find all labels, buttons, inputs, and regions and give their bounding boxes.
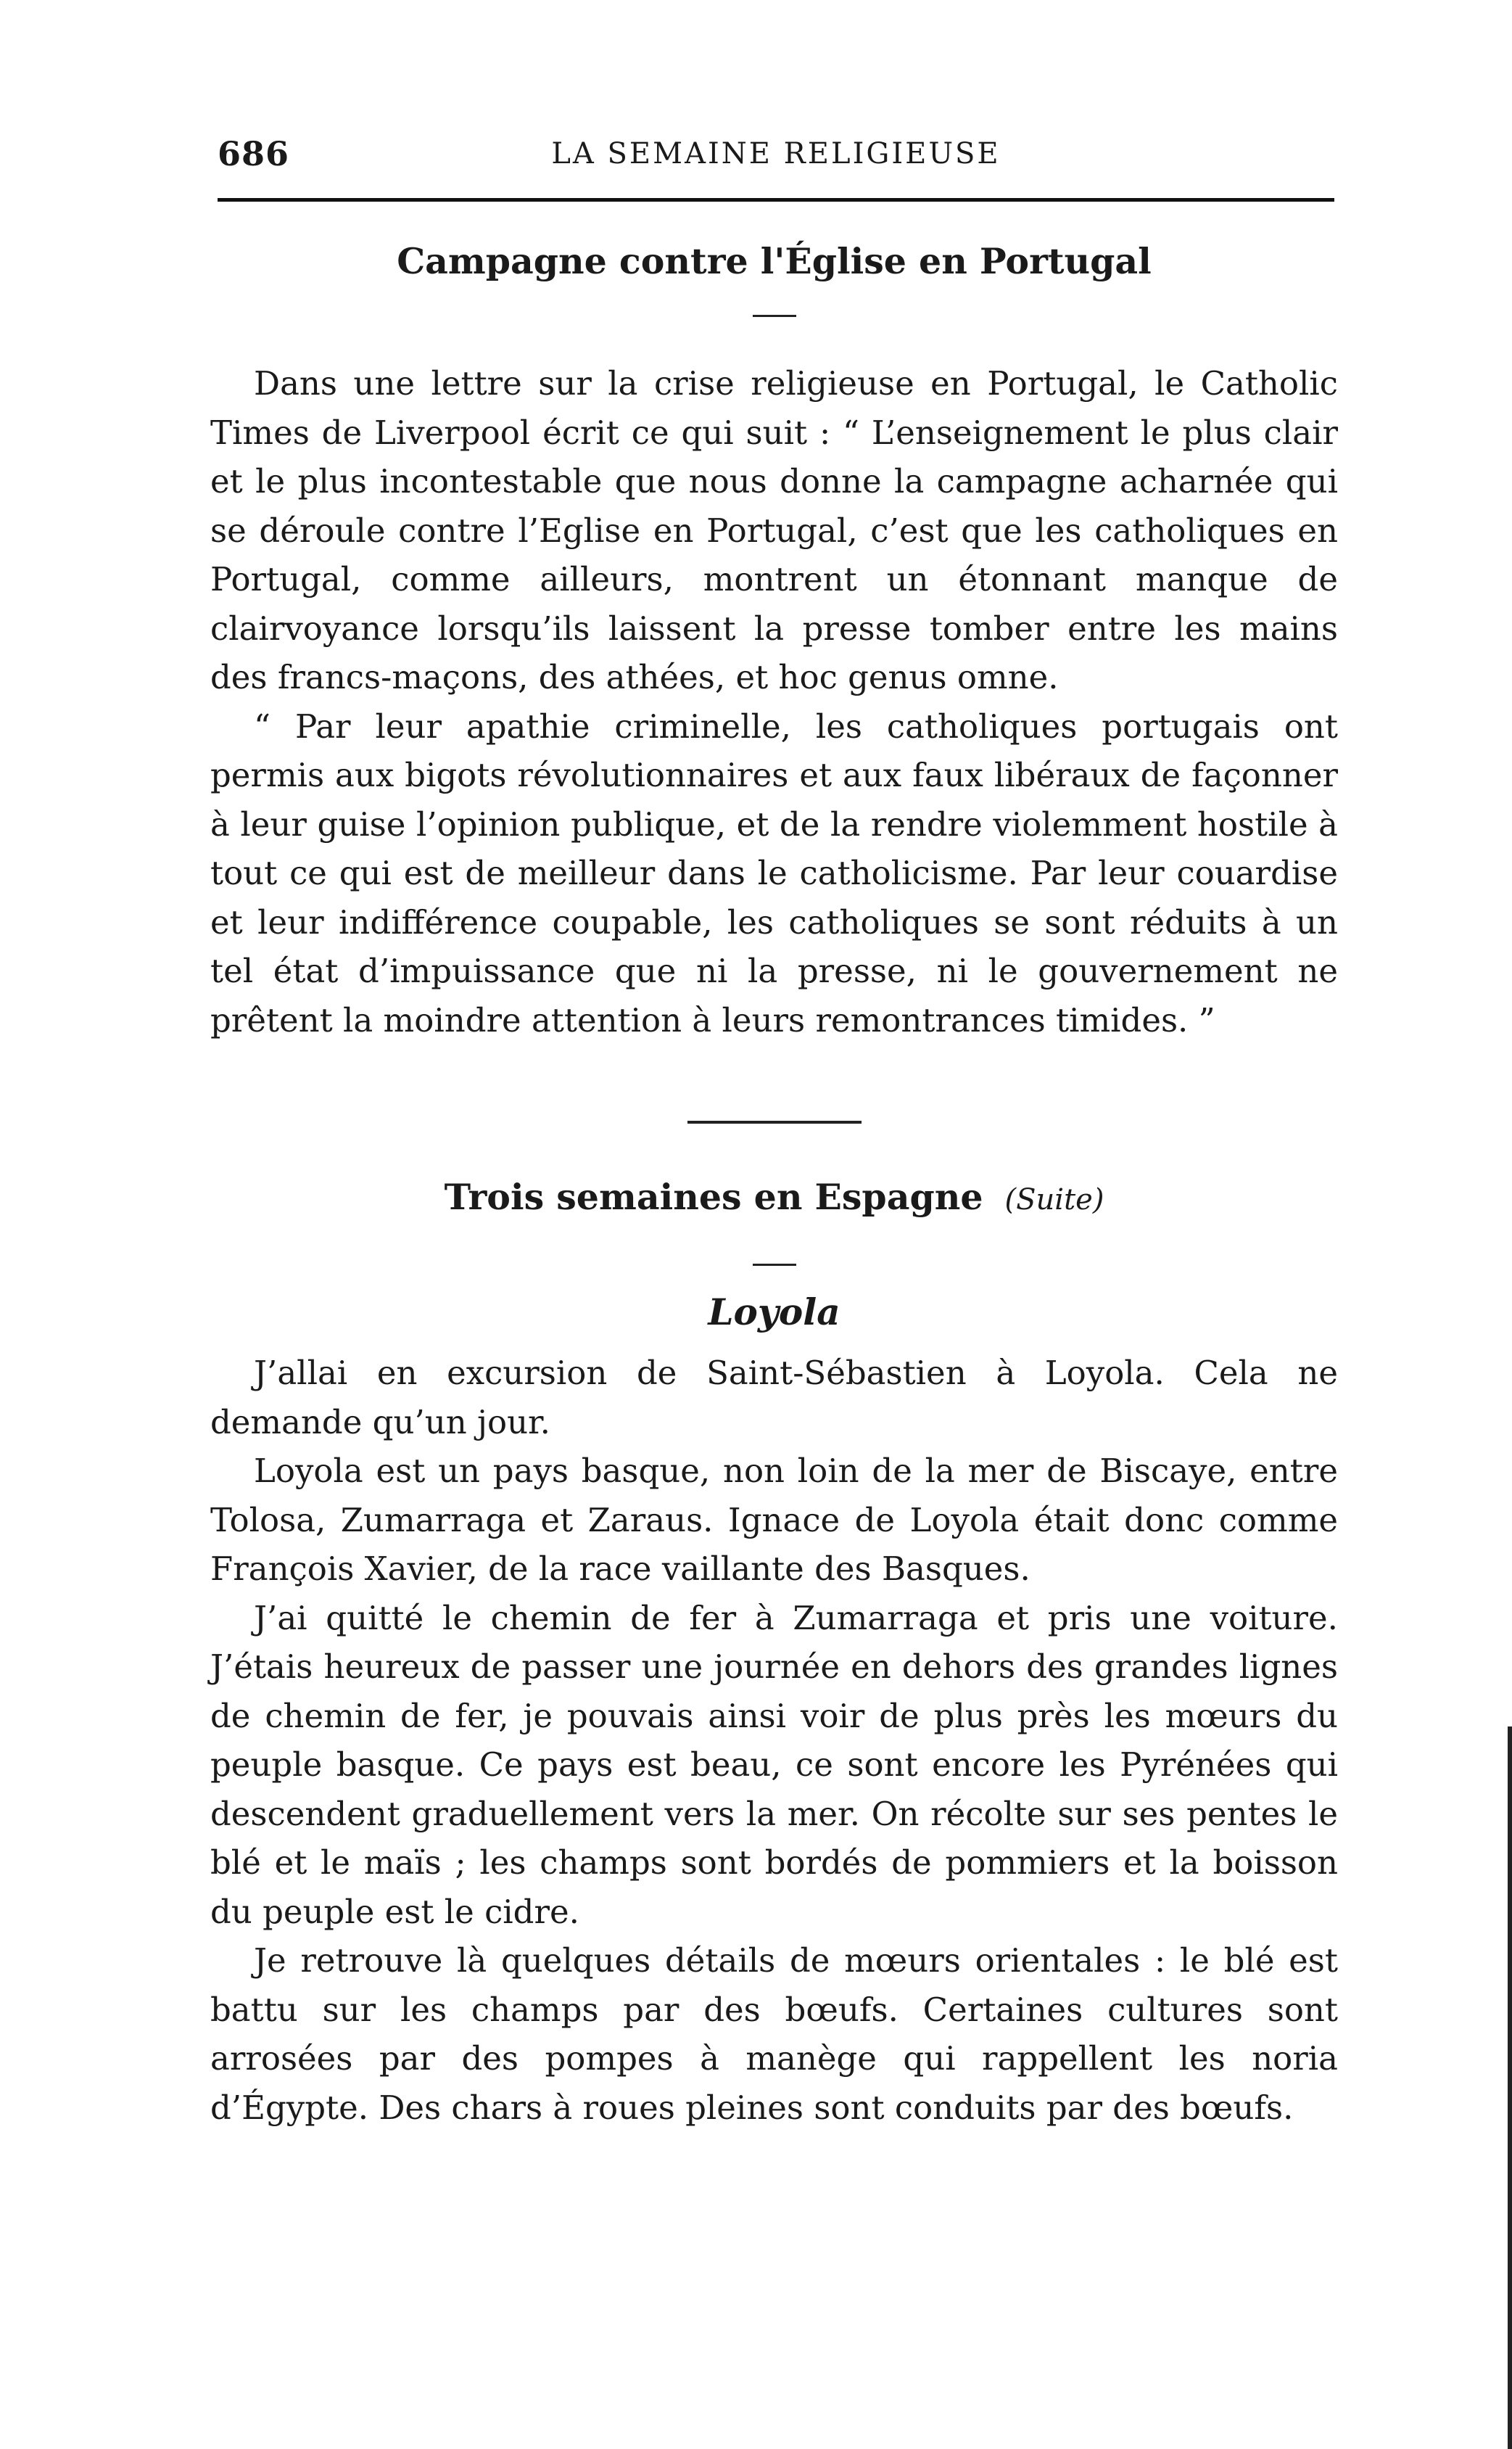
article-paragraph: “ Par leur apathie criminelle, les catholiques portugais ont permis aux bigots révolutionnaires et aux faux libéraux de façonner à leur guise l’opinion publique, et de la rendre violemment hostile à tout ce qui est de meilleur dans le catholicisme. Par leur couardise et leur indifférence coupable, les catholiques se sont réduits à un tel état d’impuissance que ni la presse, ni le gouvernement ne prêtent la moindre attention à leurs remontrances timides. ” [210,707,1338,1040]
title-dash [753,315,796,317]
article-paragraph: Dans une lettre sur la crise religieuse en Portugal, le Catholic Times de Liverpool écrit ce qui suit : “ L’enseignement le plus clair et le plus incontestable que nous donne la campagne acharnée qui se déroule contre l’Eglise en Portugal, c’est que les catholiques en Portugal, comme ailleurs, montrent un étonnant manque de clairvoyance lorsqu’ils laissent la presse tomber entre les mains des francs-maçons, des athées, et hoc genus omne. [210,364,1338,696]
article-campagne-portugal [210,239,1338,1045]
scan-edge-shadow [1508,1726,1512,2449]
article-paragraph: Loyola est un pays basque, non loin de la mer de Biscaye, entre Tolosa, Zumarraga et Zaraus. Ignace de Loyola était donc comme François Xavier, de la race vaillante des Basques. [210,1452,1338,1588]
section-divider [210,1121,1338,1124]
article-title [210,1175,1338,1222]
running-head [218,134,1334,178]
article-paragraph: Je retrouve là quelques détails de mœurs orientales : le blé est battu sur les champs par des bœufs. Certaines cultures sont arrosées par des pompes à manège qui rappellent les noria d’Égypte. Des chars à roues pleines sont conduits par des bœufs. [210,1941,1338,2127]
article-subtitle: Loyola [708,1291,840,1333]
header-rule [218,198,1334,202]
article-title: Campagne contre l'Église en Portugal [397,240,1152,282]
article-title-text: Trois semaines en Espagne [444,1176,983,1218]
article-paragraph: J’ai quitté le chemin de fer à Zumarraga et pris une voiture. J’étais heureux de passer une journée en dehors des grandes lignes de chemin de fer, je pouvais ainsi voir de plus près les mœurs du peuple basque. Ce pays est beau, ce sont encore les Pyrénées qui descendent graduellement vers la mer. On récolte sur ses pentes le blé et le maïs ; les champs sont bordés de pommiers et la boisson du peuple est le cidre. [210,1598,1338,1931]
article-paragraph: J’allai en excursion de Saint-Sébastien à Loyola. Cela ne demande qu’un jour. [210,1354,1338,1441]
page-number: 686 [218,134,290,173]
article-title-note: (Suite) [1004,1183,1104,1217]
title-dash [753,1264,796,1266]
journal-title: LA SEMAINE RELIGIEUSE [551,137,1001,170]
section-rule [687,1121,862,1124]
article-trois-semaines [210,1175,1338,2132]
